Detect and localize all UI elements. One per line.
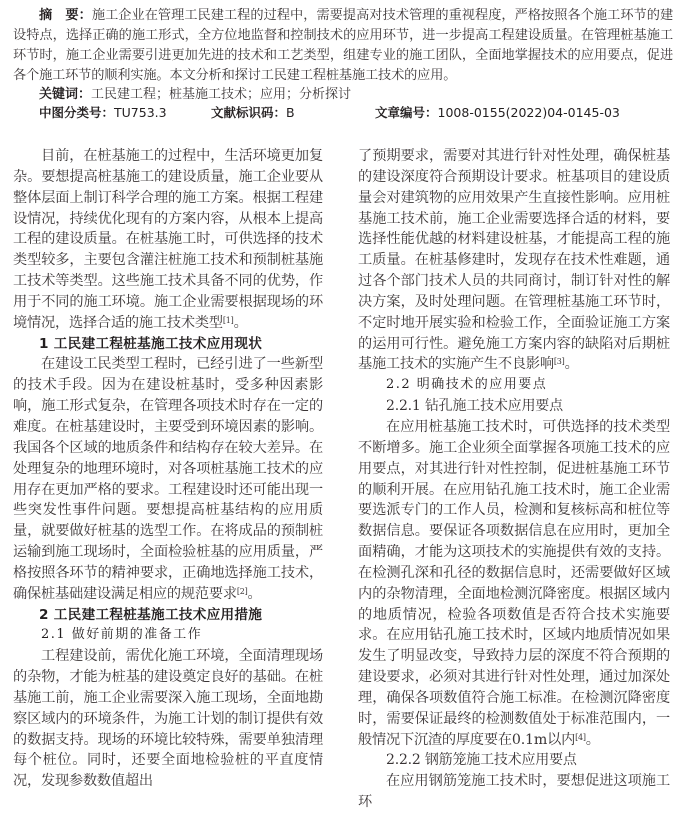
drilling-text: 在应用桩基施工技术时，可供选择的技术类型不断增多。施工企业须全面掌握各项施工技术的应用要点，对其进行针对性控制，促进桩基施工环节的顺利开展。在应用钻孔施工技术时，施工企业需要选派专门的工作人员，检测和复核标高和桩位等数据信息。要保证各项数据信息在应用时，更加全面精确，才能为这项技术的实施提供有效的支持。在检测孔深和孔径的数据信息时，还需要做好区域内的杂物清理，全面地检测沉降密度。根据区域内的地质情况，检验各项数值是否符合技术实施要求。在应用钻孔施工技术时，区域内地质情况如果发生了明显改变，导致持力层的深度不符合预期的建设要求，必须对其进行针对性处理，通过加深处理，确保各项数值符合施工标准。在检测沉降密度时，需要保证最终的检测数值处于标准范围内，一般情况下沉渣的厚度要在0.1m以内 xyxy=(358,418,670,748)
doc-value: B xyxy=(286,105,295,120)
right-column xyxy=(358,146,670,813)
article-label: 文章编号： xyxy=(375,105,438,120)
section-1-text: 在建设工民类型工程时，已经引进了一些新型的技术手段。因为在建设桩基时，受多种因素影响，施工形式复杂，在管理各项技术时存在一定的难度。在桩基建设时，主要受到环境因素的影响。我国各个区域的地质条件和结构存在较大差异。在处理复杂的地理环境时，对各项桩基施工技术的应用存在更加严格的要求。工程建设时还可能出现一些突发性事件问题。要想提高桩基结构的应用质量，就要做好桩基的选型工作。在将成品的预制桩运输到施工现场时，全面检验桩基的应用质量，严格按照各环节的精神要求，正确地选择施工技术，确保桩基础建设满足相应的规范要求 xyxy=(13,356,323,602)
abstract-label: 摘 要： xyxy=(39,8,92,23)
document-code xyxy=(211,104,295,122)
subsection-2-2-2-paragraph: 在应用钢筋笼施工技术时，要想促进这项施工环 xyxy=(358,773,670,811)
abstract-text: 施工企业在管理工民建工程的过程中，需要提高对技术管理的重视程度，严格按照各个施工环节的建设特点，选择正确的施工形式，全方位地监督和控制技术的应用环节，进一步提高工程建设质量。在管理桩基施工环节时，施工企业需要引进更加先进的技术和工艺类型，组建专业的施工团队，全面地掌握技术的应用要点，促进各个施工环节的顺利实施。本文分析和探讨工民建工程桩基施工技术的应用。 xyxy=(13,8,673,83)
citation-3: [3] xyxy=(553,357,565,367)
citation-4: [4] xyxy=(575,732,586,742)
clc-label: 中图分类号： xyxy=(39,105,115,120)
subsection-heading-2-2-2: 2.2.2 钢筋笼施工技术应用要点 xyxy=(386,752,577,769)
abstract-paragraph xyxy=(13,6,673,86)
subsection-heading-2-1: 2.1 做好前期的准备工作 xyxy=(41,627,203,643)
subsection-heading-2-2-1: 2.2.1 钻孔施工技术应用要点 xyxy=(386,398,563,415)
continued-text: 了预期要求，需要对其进行针对性处理，确保桩基的建设深度符合预期设计要求。桩基项目的建设质量会对建筑物的应用效果产生直接性影响。应用桩基施工技术前，施工企业需要选择合适的材料，要选择性能优越的材料建设桩基，才能提高工程的施工质量。在桩基修建时，发现存在技术性难题，通过各个部门技术人员的共同商讨，制订针对性的解决方案，及时处理问题。在管理桩基施工环节时，不定时地开展实验和检验工作，全面验证施工方案的运用可行性。避免施工方案内容的缺陷对后期桩基施工技术的实施产生不良影响 xyxy=(358,148,670,373)
section-1-end: 。 xyxy=(247,585,262,602)
subsection-2-1-continued xyxy=(358,146,670,375)
article-number xyxy=(375,104,620,122)
subsection-2-1-paragraph: 工程建设前，需优化施工环境，全面清理现场的杂物，才能为桩基的建设奠定良好的基础。在桩基施工前，施工企业需要深入施工现场，全面地勘察区域内的环境条件，为施工计划的制订提供有效的数据支持。现场的环境比较特殊，需要单独清理每个桩位。同时，还要全面地检验桩的平直度情况，发现参数数值超出 xyxy=(13,648,323,790)
section-1-paragraph xyxy=(13,354,323,604)
keywords-label: 关键词： xyxy=(39,87,92,102)
drilling-end: 。 xyxy=(585,731,600,748)
keywords-text: 工民建工程；桩基施工技术；应用；分析探讨 xyxy=(91,87,352,102)
intro-end: 。 xyxy=(233,314,248,331)
keywords xyxy=(39,86,351,104)
intro-text: 目前，在桩基施工的过程中，生活环境更加复杂。要想提高桩基施工的建设质量，施工企业要从整体层面上制订科学合理的施工方案。根据工程建设情况，持续优化现有的方案内容，从根本上提高工程的建设质量。在桩基施工时，可供选择的技术类型较多，主要包含灌注桩施工技术和预制桩基施工技术等类型。这些施工技术具备不同的优势，作用于不同的施工环境。施工企业需要根据现场的环境情况，选择合适的施工技术类型 xyxy=(13,148,323,331)
citation-2: [2] xyxy=(236,586,248,596)
clc-number xyxy=(39,104,167,122)
doc-label: 文献标识码： xyxy=(211,105,287,120)
left-column xyxy=(13,146,323,792)
subsection-heading-2-2: 2.2 明确技术的应用要点 xyxy=(386,377,548,393)
clc-value: TU753.3 xyxy=(114,105,167,120)
subsection-2-2-1-paragraph xyxy=(358,417,670,751)
citation-1: [1] xyxy=(222,315,234,325)
intro-paragraph xyxy=(13,146,323,334)
article-value: 1008-0155(2022)04-0145-03 xyxy=(437,105,620,120)
continued-end: 。 xyxy=(564,356,579,373)
section-heading-2: 2 工民建工程桩基施工技术应用措施 xyxy=(39,606,263,623)
abstract xyxy=(13,6,673,86)
section-heading-1: 1 工民建工程桩基施工技术应用现状 xyxy=(39,335,263,352)
